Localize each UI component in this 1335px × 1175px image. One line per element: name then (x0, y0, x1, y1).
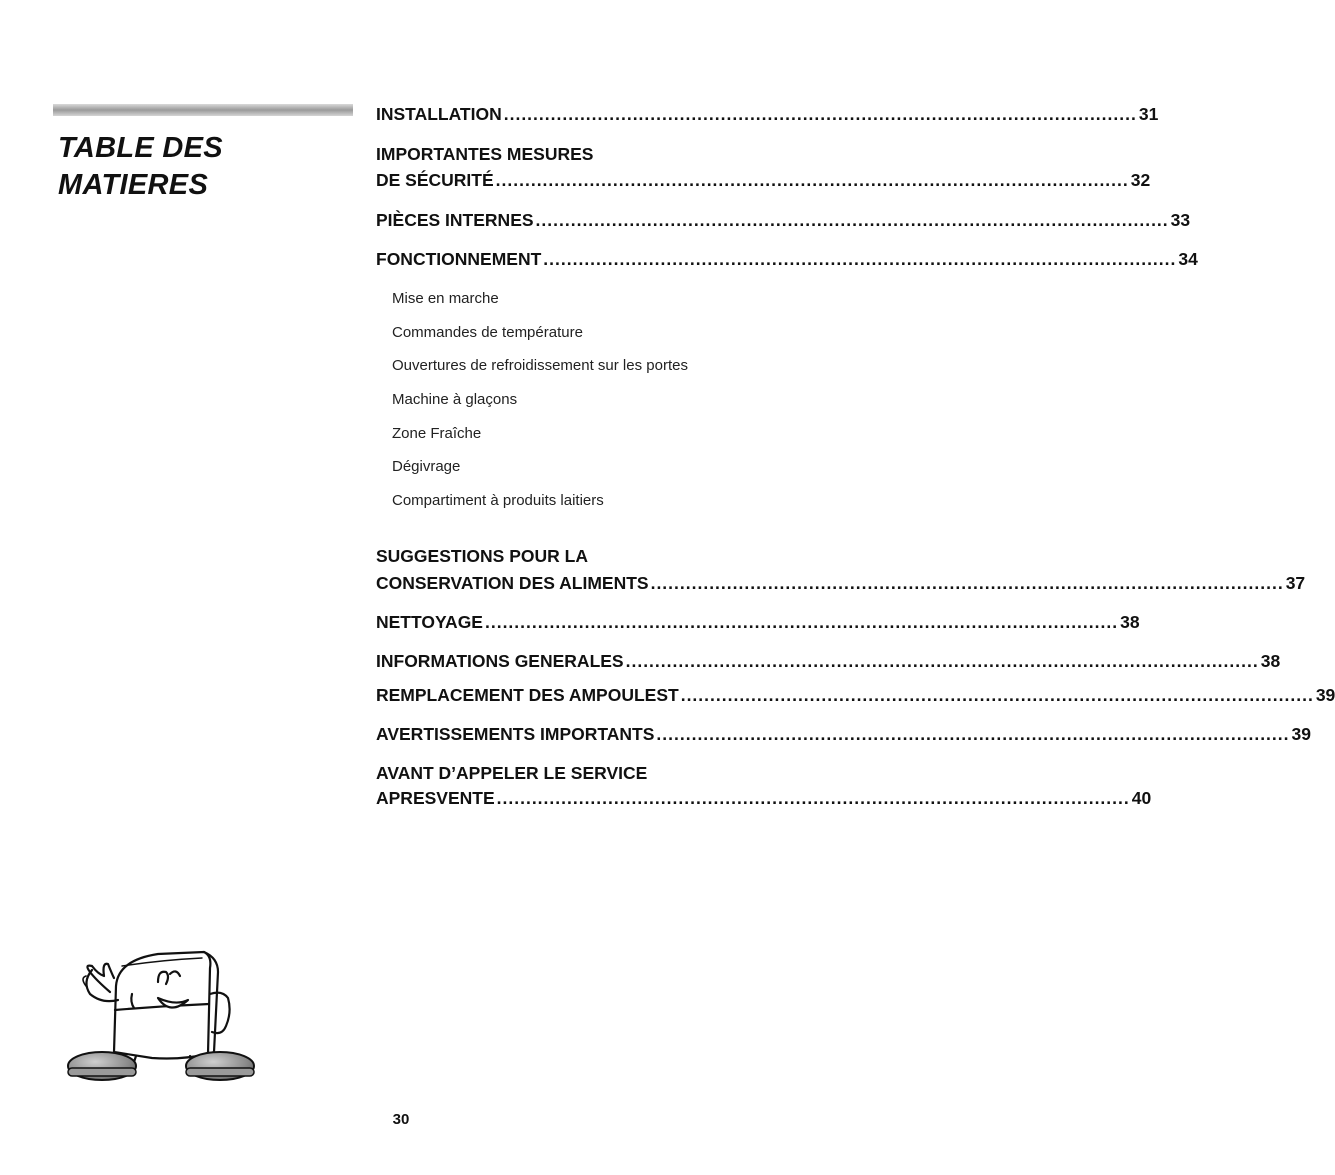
dot-leader: ............................................................................................................ (543, 249, 1177, 269)
dot-leader: ............................................................................................................ (625, 651, 1259, 671)
toc-entry-page: 31 (1138, 104, 1159, 124)
page-number: 30 (392, 1111, 410, 1128)
dot-leader: ............................................................................................................ (495, 170, 1129, 190)
dot-leader: ............................................................................................................ (650, 573, 1284, 593)
toc-entry-informations-generales[interactable] (376, 648, 1281, 674)
toc-entry-remplacement-ampoules[interactable] (376, 682, 1335, 708)
dot-leader: ............................................................................................................ (680, 685, 1314, 705)
dot-leader: ............................................................................................................ (503, 104, 1137, 124)
toc-entry-title: PIÈCES INTERNES (376, 210, 534, 230)
toc-entry-page: 39 (1315, 685, 1335, 705)
toc-entry-page: 39 (1291, 724, 1311, 744)
toc-entry-avertissements[interactable] (376, 721, 1311, 747)
header-rule (53, 104, 353, 116)
toc-entry-page: 40 (1131, 788, 1152, 808)
toc-entry-installation[interactable] (376, 101, 1159, 127)
toc-entry-title: INFORMATIONS GENERALES (376, 651, 624, 671)
toc-entry-title: REMPLACEMENT DES AMPOULEST (376, 685, 679, 705)
page-title-line-1: TABLE DES (58, 132, 223, 164)
dot-leader: ............................................................................................................ (496, 788, 1130, 808)
page-title-line-2: MATIERES (58, 169, 209, 201)
toc-entry-title: AVERTISSEMENTS IMPORTANTS (376, 724, 655, 744)
toc-entry-suggestions[interactable] (376, 542, 1306, 596)
dot-leader: ............................................................................................................ (484, 612, 1119, 632)
toc-entry-title: NETTOYAGE (376, 612, 483, 632)
toc-entry-page: 38 (1260, 651, 1281, 671)
toc-entry-title-line-2: CONSERVATION DES ALIMENTS (376, 573, 649, 593)
toc-entry-securite[interactable] (376, 141, 1151, 193)
toc-entry-title: INSTALLATION (376, 104, 502, 124)
toc-subitem[interactable]: Dégivrage (392, 458, 461, 475)
toc-entry-nettoyage[interactable] (376, 609, 1140, 635)
toc-subitem[interactable]: Machine à glaçons (392, 391, 518, 408)
toc-entry-title: FONCTIONNEMENT (376, 249, 542, 269)
toc-entry-page: 37 (1285, 573, 1306, 593)
page-title (58, 130, 223, 204)
toc-entry-title-line-1: AVANT D’APPELER LE SERVICE (376, 763, 648, 783)
toc-entry-page: 32 (1130, 170, 1151, 190)
toc-entry-title-line-1: IMPORTANTES MESURES (376, 144, 594, 164)
toc-entry-title-line-2: APRESVENTE (376, 788, 495, 808)
toc-subitem[interactable]: Mise en marche (392, 290, 499, 307)
dot-leader: ............................................................................................................ (656, 724, 1290, 744)
toc-subitem[interactable]: Ouvertures de refroidissement sur les portes (392, 357, 688, 374)
toc-entry-pieces-internes[interactable] (376, 207, 1191, 233)
toc-entry-fonctionnement[interactable] (376, 246, 1198, 272)
toc-entry-page: 34 (1178, 249, 1198, 269)
toc-entry-title-line-2: DE SÉCURITÉ (376, 170, 494, 190)
dot-leader: ............................................................................................................ (535, 210, 1169, 230)
toc-entry-title-line-1: SUGGESTIONS POUR LA (376, 546, 588, 566)
toc-entry-service-apres-vente[interactable] (376, 761, 1152, 811)
toc-subitem[interactable]: Zone Fraîche (392, 425, 482, 442)
refrigerator-mascot-illustration (62, 932, 258, 1082)
toc-subitem[interactable]: Commandes de température (392, 324, 583, 341)
toc-entry-page: 38 (1120, 612, 1140, 632)
toc-subitem[interactable]: Compartiment à produits laitiers (392, 492, 604, 509)
toc-entry-page: 33 (1170, 210, 1191, 230)
